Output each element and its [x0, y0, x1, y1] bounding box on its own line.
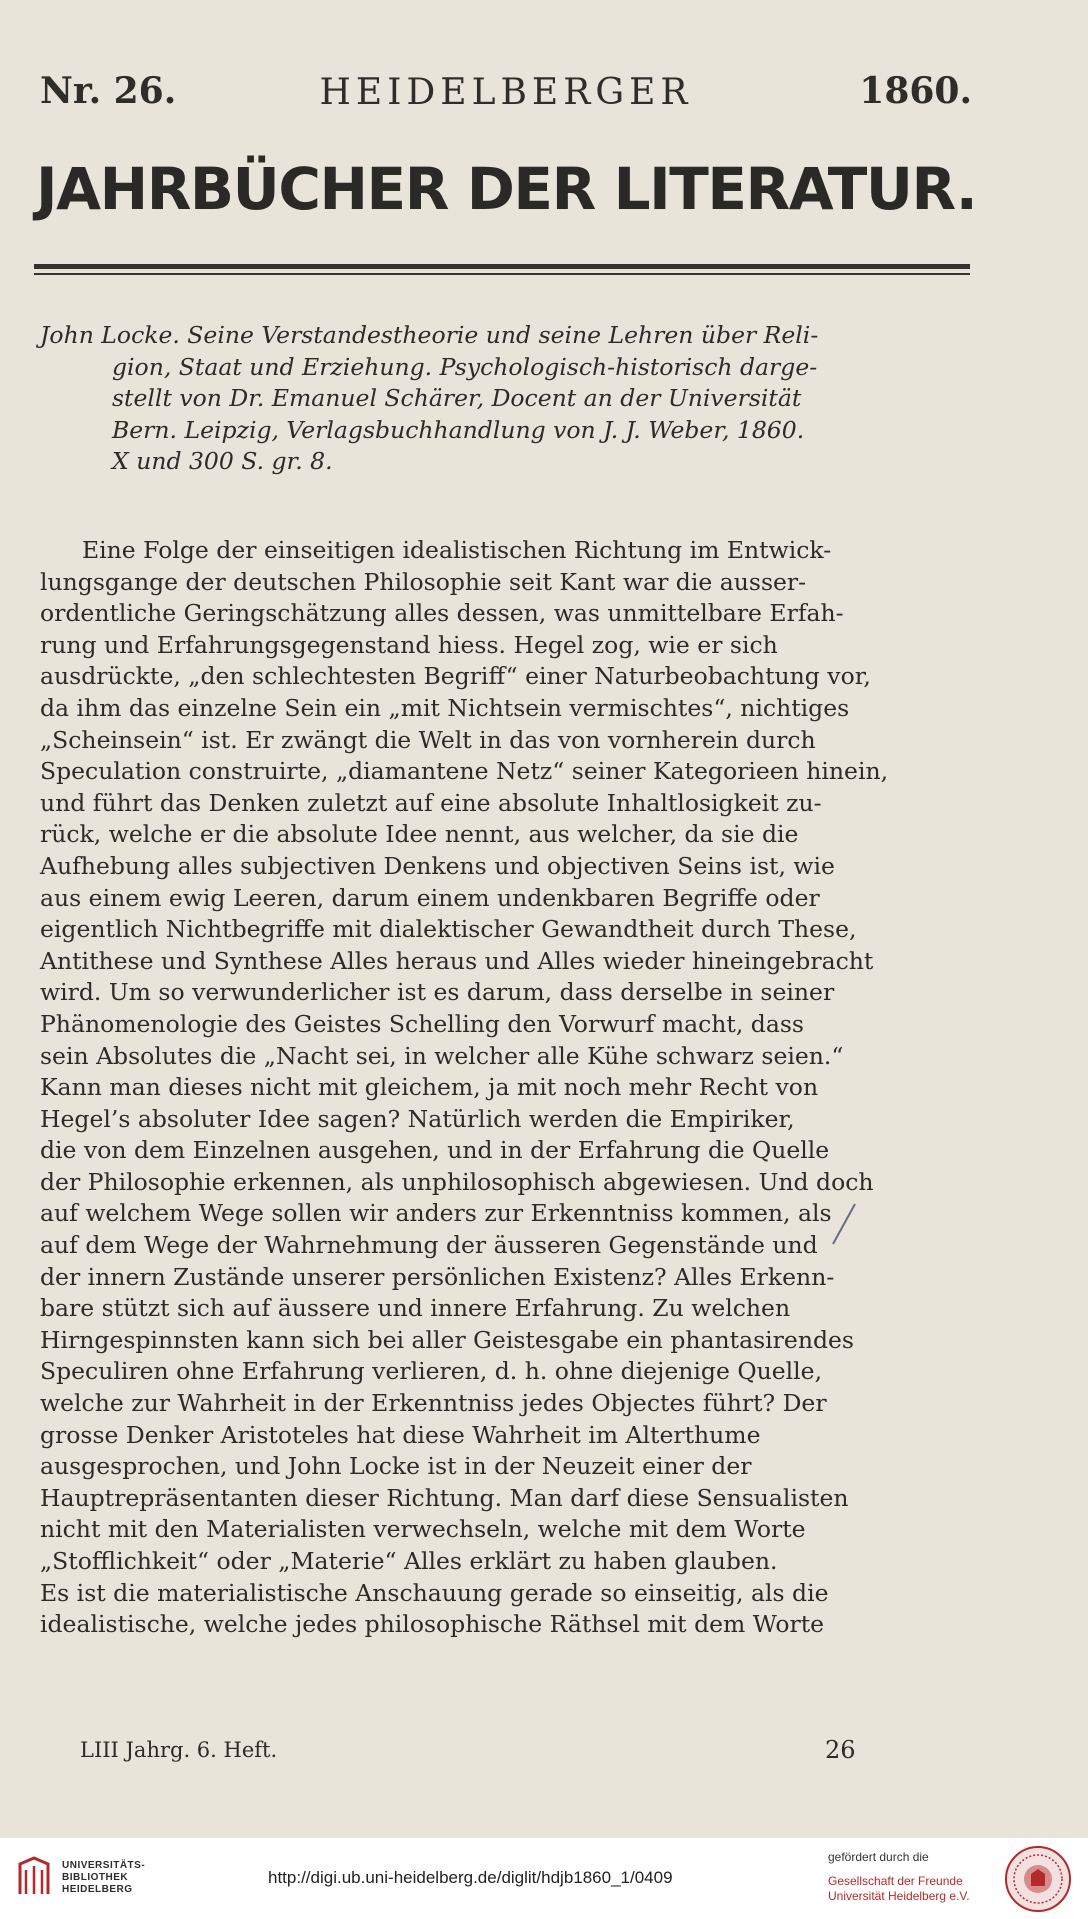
signature-number: 26 — [825, 1736, 856, 1764]
body-line: Hauptrepräsentanten dieser Richtung. Man darf diese Sensualisten — [40, 1483, 849, 1512]
body-line: der Philosophie erkennen, als unphilosophisch abgewiesen. Und doch — [40, 1167, 874, 1196]
body-line: aus einem ewig Leeren, darum einem undenkbaren Begriffe oder — [40, 883, 820, 912]
library-footer-bar — [0, 1838, 1088, 1919]
body-line: „Stofflichkeit“ oder „Materie“ Alles erklärt zu haben glauben. — [40, 1547, 778, 1575]
citation-line: Bern. Leipzig, Verlagsbuchhandlung von J. J. Weber, 1860. — [112, 415, 805, 444]
body-line: bare stützt sich auf äussere und innere Erfahrung. Zu welchen — [40, 1294, 791, 1323]
running-header — [40, 70, 972, 120]
citation-line: John Locke. Seine Verstandestheorie und seine Lehren über Reli- — [40, 321, 819, 349]
sponsor-name[interactable]: Gesellschaft der Freunde Universität Heidelberg e.V. — [828, 1874, 970, 1903]
university-library-logo-icon[interactable] — [12, 1854, 56, 1902]
body-line: Antithese und Synthese Alles heraus und Alles wieder hineingebracht — [40, 946, 874, 975]
body-line: ausdrückte, „den schlechtesten Begriff“ einer Naturbeobachtung vor, — [40, 662, 871, 691]
citation-line: X und 300 S. gr. 8. — [112, 447, 333, 475]
pencil-mark-icon — [825, 1200, 865, 1250]
body-line: wird. Um so verwunderlicher ist es darum, dass derselbe in seiner — [40, 978, 835, 1007]
body-line: Es ist die materialistische Anschauung gerade so einseitig, als die — [40, 1578, 829, 1607]
sponsor-note: gefördert durch die — [828, 1850, 929, 1864]
citation-line: stellt von Dr. Emanuel Schärer, Docent an der Universität — [112, 384, 802, 412]
body-line: ausgesprochen, und John Locke ist in der Neuzeit einer der — [40, 1452, 752, 1481]
issue-year: 1860. — [859, 70, 972, 112]
body-line: Phänomenologie des Geistes Schelling den Vorwurf macht, dass — [40, 1009, 804, 1038]
body-line: auf dem Wege der Wahrnehmung der äusseren Gegenstände und — [40, 1231, 818, 1260]
body-line: und führt das Denken zuletzt auf eine absolute Inhaltlosigkeit zu- — [40, 788, 822, 817]
body-line: Kann man dieses nicht mit gleichem, ja mit noch mehr Recht von — [40, 1073, 819, 1102]
body-line: Hirngespinnsten kann sich bei aller Geistesgabe ein phantasirendes — [40, 1325, 854, 1354]
title-rule-thin — [34, 273, 970, 275]
journal-title: JAHRBÜCHER DER LITERATUR. — [36, 155, 977, 223]
signature-line — [80, 1738, 880, 1768]
publication-name: HEIDELBERGER — [319, 72, 693, 113]
permalink-url[interactable]: http://digi.ub.uni-heidelberg.de/diglit/hdjb1860_1/0409 — [268, 1868, 673, 1887]
issue-number: Nr. 26. — [40, 70, 177, 112]
body-line: sein Absolutes die „Nacht sei, in welcher alle Kühe schwarz seien.“ — [40, 1041, 844, 1070]
body-line: auf welchem Wege sollen wir anders zur Erkenntniss kommen, als — [40, 1199, 832, 1228]
body-line: „Scheinsein“ ist. Er zwängt die Welt in das von vornherein durch — [40, 725, 816, 754]
body-line: Speculation construirte, „diamantene Netz“ seiner Kategorieen hinein, — [40, 757, 889, 786]
body-line: welche zur Wahrheit in der Erkenntniss jedes Objectes führt? Der — [40, 1389, 827, 1418]
body-line: Eine Folge der einseitigen idealistischen Richtung im Entwick- — [82, 536, 832, 564]
university-library-name[interactable]: UNIVERSITÄTS- BIBLIOTHEK HEIDELBERG — [62, 1860, 146, 1895]
body-line: Aufhebung alles subjectiven Denkens und objectiven Seins ist, wie — [40, 851, 835, 880]
body-line: eigentlich Nichtbegriffe mit dialektischer Gewandtheit durch These, — [40, 915, 857, 944]
body-line: rung und Erfahrungsgegenstand hiess. Hegel zog, wie er sich — [40, 630, 778, 659]
body-line: ordentliche Geringschätzung alles dessen, was unmittelbare Erfah- — [40, 599, 844, 628]
body-line: Speculiren ohne Erfahrung verlieren, d. h. ohne diejenige Quelle, — [40, 1357, 823, 1386]
body-line: die von dem Einzelnen ausgehen, und in der Erfahrung die Quelle — [40, 1136, 830, 1165]
body-line: nicht mit den Materialisten verwechseln, welche mit dem Worte — [40, 1515, 806, 1544]
body-line: grosse Denker Aristoteles hat diese Wahrheit im Alterthume — [40, 1420, 761, 1449]
body-line: der innern Zustände unserer persönlichen Existenz? Alles Erkenn- — [40, 1262, 835, 1291]
body-line: Hegel’s absoluter Idee sagen? Natürlich werden die Empiriker, — [40, 1104, 795, 1133]
body-line: lungsgange der deutschen Philosophie seit Kant war die ausser- — [40, 567, 807, 596]
title-rule-thick — [34, 264, 970, 269]
volume-signature: LIII Jahrg. 6. Heft. — [80, 1738, 278, 1762]
review-body — [40, 535, 978, 1641]
body-line: rück, welche er die absolute Idee nennt, aus welcher, da sie die — [40, 820, 799, 849]
university-seal-icon — [1003, 1844, 1073, 1914]
citation-line: gion, Staat und Erziehung. Psychologisch-historisch darge- — [112, 352, 818, 381]
book-citation — [40, 320, 970, 478]
body-line: da ihm das einzelne Sein ein „mit Nichtsein vermischtes“, nichtiges — [40, 693, 850, 722]
body-line: idealistische, welche jedes philosophische Räthsel mit dem Worte — [40, 1610, 825, 1639]
